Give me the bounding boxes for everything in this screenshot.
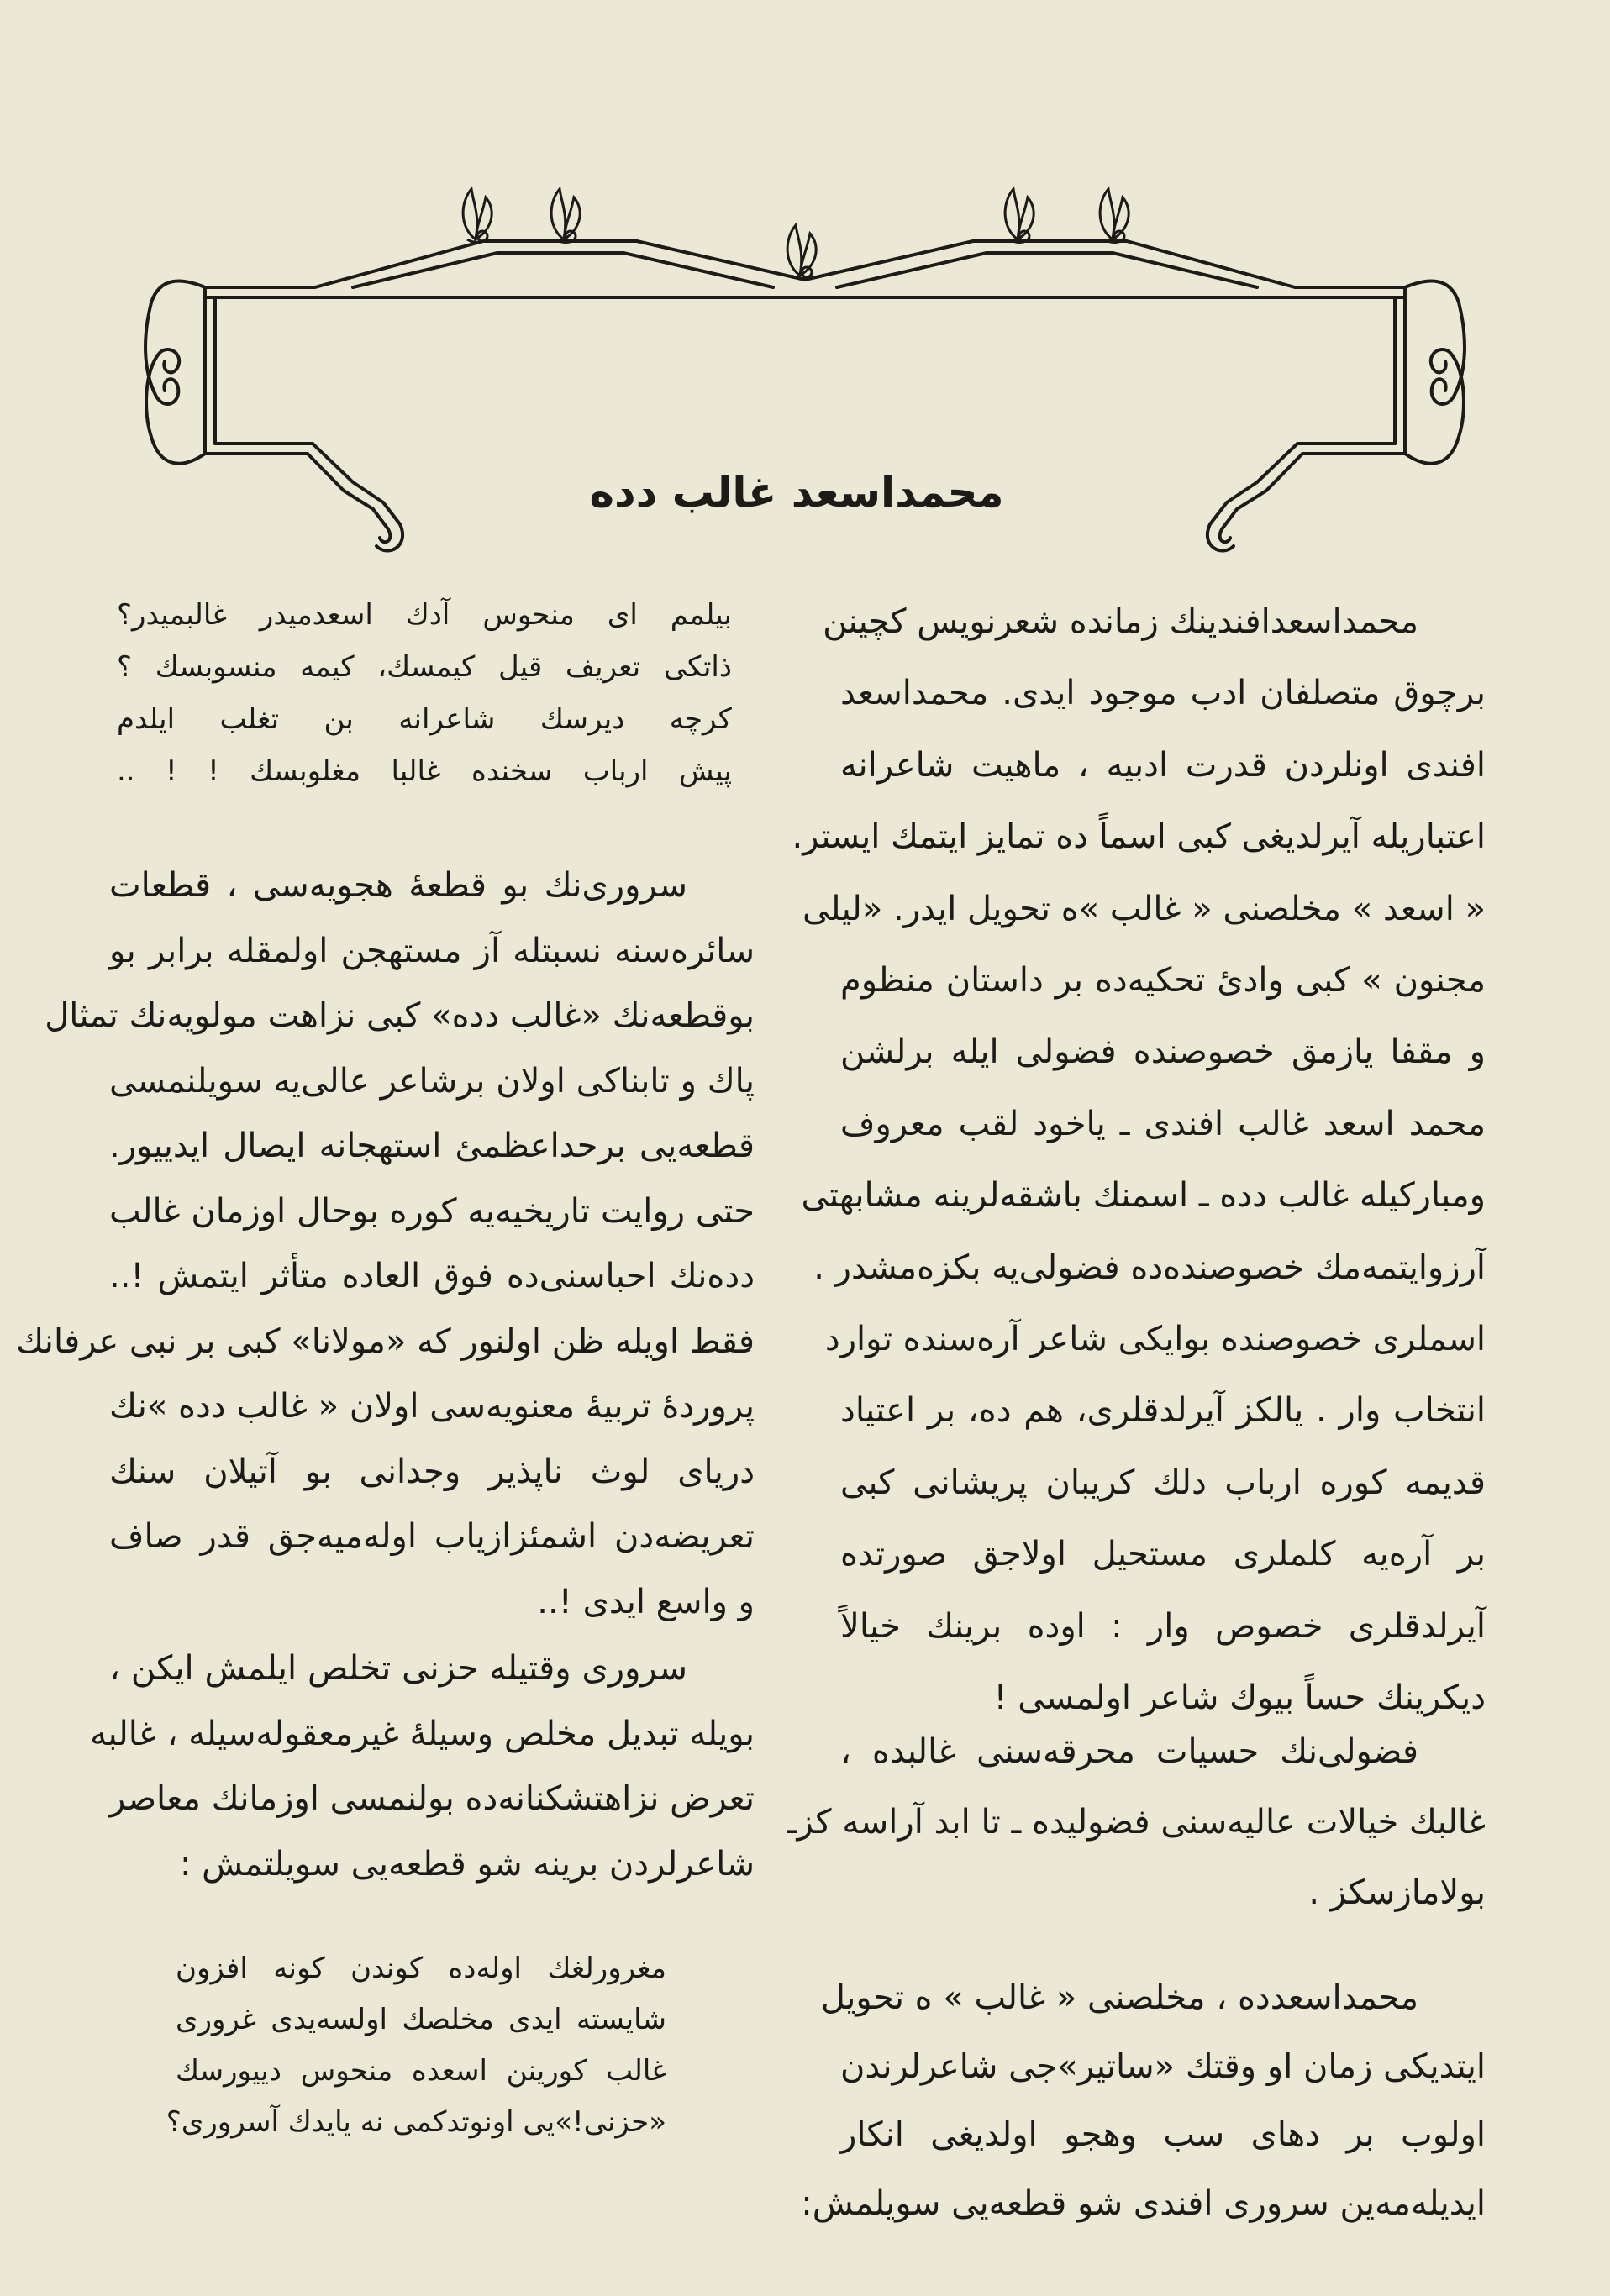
paragraph-line: بر آره‌یه كلملری مستحیل اولاجق صورتده [840,1535,1486,1574]
paragraph-line: دیكرینك حساً بیوك شاعر اولمسی ! [993,1679,1486,1717]
leaf-icon [787,225,816,279]
paragraph-line: محمد اسعد غالب افندی ـ یاخود لقب معروف [840,1104,1486,1143]
paragraph-line: شاعرلردن برینه شو قطعه‌یی سویلتمش : [179,1844,755,1884]
leaf-icon [463,189,492,243]
paragraph-line: بویله تبدیل مخلص وسیلهٔ غیرمعقوله‌سیله ، غالبه [90,1714,755,1753]
paragraph-line: قطعه‌یی برحداعظمئ استهجانه ایصال ایدییور. [109,1127,755,1165]
paragraph-line: فقط اویله ظن اولنور كه «مولانا» كبی بر نبی عرفانك [16,1321,755,1361]
paragraph-line: تعریضه‌دن اشمئزازیاب اوله‌میه‌جق قدر صاف [109,1517,755,1556]
paragraph-line: افندی اونلردن قدرت ادبیه ، ماهیت شاعرانه [840,745,1486,785]
paragraph-line: ایتدیكی زمان او وقتك «ساتیر»جی شاعرلرندن [840,2046,1486,2086]
verse-line: ذاتكی تعریف قیل كیمسك، كیمه منسوبسك ؟ [117,650,732,684]
paragraph-line: فضولی‌نك حسیات محرقه‌سنی غالبده ، [840,1732,1418,1771]
paragraph-line: حتی روایت تاریخیه‌یه كوره بوحال اوزمان غالب [109,1191,755,1231]
paragraph-line: بولامازسكز . [1308,1873,1486,1912]
paragraph-line: اولوب بر دهای سب وهجو اولدیغی انكار [840,2115,1486,2154]
paragraph-line: و واسع ایدی !.. [537,1582,755,1621]
verse-line: پیش ارباب سخنده غالبا مغلوبسك ! ! .. [117,754,732,788]
paragraph-line: بوقطعه‌نك «غالب دده» كبی نزاهت مولویه‌نك تمثال [45,996,755,1035]
paragraph-line: آرزوایتمه‌مك خصوصنده‌ده فضولی‌یه بكزه‌مشدر . [813,1248,1486,1287]
verse-line: بیلمم ای منحوس آدك اسعدمیدر غالبمیدر؟ [117,598,732,632]
verse-line: شایسته ایدی مخلصك اولسه‌یدی غروری [176,2003,666,2036]
paragraph-line: و مقفا یازمق خصوصنده فضولی ایله برلشن [840,1032,1486,1072]
verse-line: مغرورلغك اوله‌ده كوندن كونه افزون [176,1952,666,1985]
paragraph-line: آیرلدقلری خصوص وار : اوده برینك خیالاً [840,1606,1486,1646]
paragraph-line: سروری‌نك بو قطعهٔ هجویه‌سی ، قطعات [109,866,687,905]
paragraph-line: پروردهٔ تربیهٔ معنویه‌سی اولان « غالب دده »نك [109,1387,755,1426]
leaf-icon [1100,189,1129,243]
verse-line: كرچه دیرسك شاعرانه بن تغلب ایلدم [117,702,732,736]
paragraph-line: ایدیله‌مه‌ین سروری افندی شو قطعه‌یی سویلمش: [801,2183,1486,2223]
paragraph-line: اعتباریله آیرلدیغی كبی اسماً ده تمایز ایتمك ایستر. [792,817,1486,857]
paragraph-line: سروری وقتیله حزنی تخلص ایلمش ایكن ، [109,1649,687,1688]
verse-line: «حزنی!»یی اونوتدكمی نه یایدك آسروری؟ [166,2105,666,2139]
paragraph-line: محمداسعدده ، مخلصنی « غالب » ه تحویل [820,1978,1418,2017]
paragraph-line: اسملری خصوصنده بوایكی شاعر آره‌سنده توارد [824,1320,1486,1358]
paragraph-line: انتخاب وار . یالكز آیرلدقلری، هم ده، بر اعتیاد [840,1391,1486,1431]
paragraph-line: پاك و تابناكی اولان برشاعر عالی‌یه سویلنمسی [109,1061,755,1101]
paragraph-line: « اسعد » مخلصنی « غالب »ه تحویل ایدر. «لیلی [802,889,1486,928]
paragraph-line: مجنون » كبی وادئ تحكیه‌ده بر داستان منظوم [840,961,1486,1000]
verse-line: غالب كورینن اسعده منحوس دییورسك [176,2054,666,2088]
paragraph-line: غالبك خیالات عالیه‌سنی فضولیده ـ تا ابد آراسه كزـ [787,1803,1486,1842]
paragraph-line: سائره‌سنه نسبتله آز مستهجن اولمقله برابر بو [109,931,755,970]
page-title: محمداسعد غالب دده [589,468,1004,517]
leaf-icon [551,189,580,243]
leaf-icon [1005,189,1034,243]
paragraph-line: محمداسعدافندینك زمانده شعرنویس كچینن [823,602,1418,641]
paragraph-line: دریای لوث ناپذیر وجدانی بو آتیلان سنك [109,1452,755,1491]
paragraph-line: تعرض نزاهتشكنانه‌ده بولنمسی اوزمانك معاصر [109,1779,755,1818]
paragraph-line: قدیمه كوره ارباب دلك كریبان پریشانی كبی [840,1463,1486,1502]
paragraph-line: برچوق متصلفان ادب موجود ایدی. محمداسعد [840,674,1486,713]
paragraph-line: دده‌نك احباسنی‌ده فوق العاده متأثر ایتمش !.. [109,1257,755,1295]
leaf-ornaments [463,189,1129,279]
paragraph-line: ومباركیله غالب دده ـ اسمنك باشقه‌لرینه مشابهتی [801,1176,1486,1216]
